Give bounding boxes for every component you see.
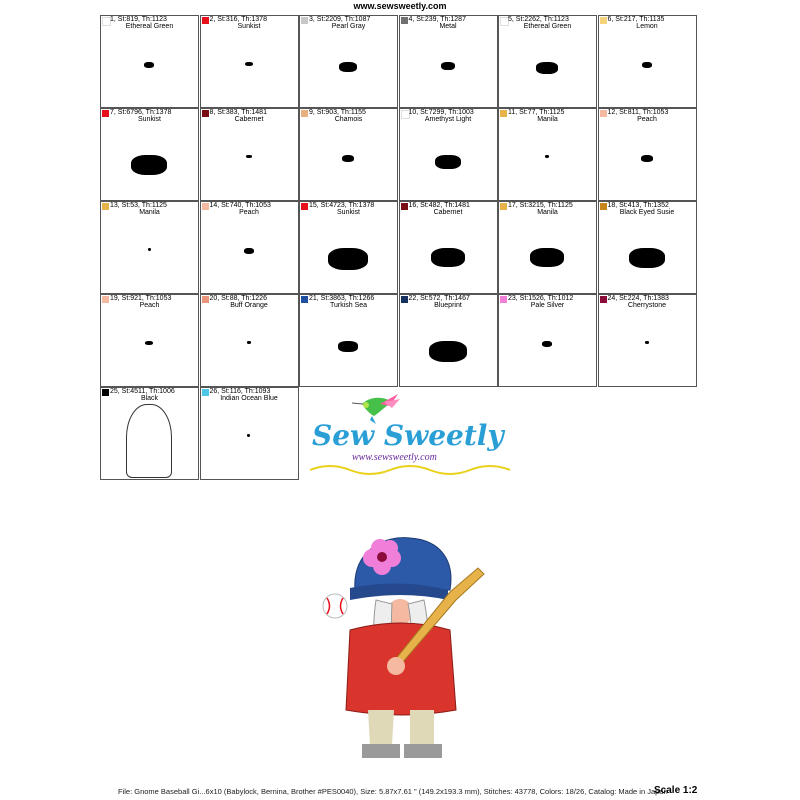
gnome-outline-thumbnail	[126, 404, 172, 478]
color-block-info: 6, St:217, Th:1135	[607, 16, 665, 23]
stitch-shape	[246, 155, 252, 158]
stitch-shape	[629, 248, 665, 268]
stitch-preview	[201, 125, 298, 200]
color-block-info: 13, St:53, Th:1125	[110, 202, 167, 209]
color-block-name: Manila	[139, 209, 160, 216]
stitch-preview	[400, 311, 497, 386]
color-block-cell	[100, 387, 199, 480]
color-block-cell	[200, 387, 299, 480]
stitch-preview	[201, 32, 298, 107]
stitch-shape	[431, 248, 465, 267]
color-block-info: 22, St:572, Th:1467	[408, 295, 470, 302]
color-block-cell	[498, 108, 597, 201]
stitch-preview	[101, 404, 198, 479]
color-block-cell	[100, 15, 199, 108]
stitch-shape	[342, 155, 354, 162]
stitch-shape	[339, 62, 357, 72]
scale-label: Scale 1:2	[654, 785, 698, 796]
baseball-icon	[323, 594, 347, 618]
color-block-cell	[299, 108, 398, 201]
gnome-baseball-design	[310, 520, 500, 770]
stitch-preview	[599, 311, 696, 386]
stitch-preview	[499, 32, 596, 107]
stitch-shape	[435, 155, 461, 169]
stitch-shape	[441, 62, 455, 70]
color-block-cell	[200, 294, 299, 387]
color-block-cell	[598, 201, 697, 294]
stitch-shape	[645, 341, 649, 344]
stitch-preview	[400, 32, 497, 107]
color-block-cell	[200, 15, 299, 108]
stitch-shape	[144, 62, 154, 68]
color-block-info: 5, St:2262, Th:1123	[508, 16, 569, 23]
color-block-cell	[200, 108, 299, 201]
color-block-info: 23, St:1526, Th:1012	[508, 295, 574, 302]
stitch-shape	[244, 248, 254, 254]
stitch-preview	[101, 125, 198, 200]
color-block-name: Turkish Sea	[329, 302, 368, 309]
color-block-name: Pale Silver	[530, 302, 565, 309]
color-block-name: Black Eyed Susie	[619, 209, 675, 216]
color-block-cell	[100, 108, 199, 201]
color-block-name: Peach	[637, 116, 657, 123]
color-block-name: Sunkist	[337, 209, 360, 216]
stitch-shape	[545, 155, 549, 158]
color-block-cell	[498, 294, 597, 387]
color-block-info: 21, St:3863, Th:1266	[309, 295, 375, 302]
color-block-info: 12, St:811, Th:1053	[607, 109, 669, 116]
color-block-cell	[598, 15, 697, 108]
color-block-info: 9, St:903, Th:1155	[309, 109, 366, 116]
color-block-name: Ethereal Green	[523, 23, 572, 30]
color-block-name: Indian Ocean Blue	[220, 395, 278, 402]
stitch-preview	[201, 218, 298, 293]
stitch-preview	[300, 32, 397, 107]
color-block-name: Peach	[139, 302, 160, 309]
stitch-shape	[131, 155, 167, 175]
color-block-info: 14, St:740, Th:1053	[209, 202, 271, 209]
color-block-name: Manila	[537, 209, 558, 216]
stitch-shape	[642, 62, 652, 68]
color-block-info: 11, St:77, Th:1125	[508, 109, 565, 116]
color-block-cell	[399, 294, 498, 387]
color-block-cell	[100, 201, 199, 294]
stitch-preview	[101, 218, 198, 293]
stitch-preview	[101, 32, 198, 107]
color-block-name: Pearl Gray	[331, 23, 366, 30]
color-block-name: Cherrystone	[627, 302, 667, 309]
color-block-info: 25, St:4511, Th:1006	[110, 388, 175, 395]
stitch-preview	[400, 125, 497, 200]
color-block-name: Amethyst Light	[424, 116, 472, 123]
color-block-info: 2, St:316, Th:1378	[209, 16, 267, 23]
stitch-shape	[245, 62, 253, 66]
color-block-info: 17, St:3215, Th:1125	[508, 202, 573, 209]
color-block-info: 16, St:482, Th:1481	[408, 202, 470, 209]
stitch-preview	[499, 218, 596, 293]
color-block-info: 8, St:383, Th:1481	[209, 109, 267, 116]
color-block-name: Ethereal Green	[125, 23, 174, 30]
color-block-cell	[299, 201, 398, 294]
sew-sweetly-logo	[300, 390, 530, 480]
stitch-shape	[247, 341, 251, 344]
color-block-name: Sunkist	[138, 116, 161, 123]
color-block-cell	[399, 201, 498, 294]
color-block-info: 15, St:4723, Th:1378	[309, 202, 375, 209]
color-block-cell	[598, 108, 697, 201]
color-block-cell	[598, 294, 697, 387]
color-block-name: Black	[140, 395, 159, 402]
color-block-info: 10, St:7299, Th:1003	[408, 109, 474, 116]
color-block-info: 4, St:239, Th:1287	[408, 16, 466, 23]
color-block-name: Manila	[537, 116, 558, 123]
color-block-info: 1, St:819, Th:1123	[110, 16, 167, 23]
stitch-preview	[499, 311, 596, 386]
stitch-shape	[429, 341, 467, 362]
color-block-name: Blueprint	[434, 302, 462, 309]
stitch-shape	[328, 248, 368, 270]
color-block-info: 3, St:2209, Th:1087	[309, 16, 371, 23]
color-block-cell	[498, 201, 597, 294]
color-block-name: Sunkist	[237, 23, 261, 30]
color-block-cell	[399, 15, 498, 108]
color-block-cell	[498, 15, 597, 108]
stitch-preview	[300, 311, 397, 386]
color-block-info: 24, St:224, Th:1383	[607, 295, 669, 302]
stitch-preview	[300, 218, 397, 293]
color-block-name: Metal	[439, 23, 457, 30]
color-block-name: Cabernet	[433, 209, 463, 216]
file-info: File: Gnome Baseball Gi...6x10 (Babylock, Bernina, Brother #PES0040), Size: 5.87x7.61 " (149.2x193.3 mm), Stitches: 43778, Colors: 18/26, Catalog: Made in Japan	[118, 787, 668, 796]
logo-brand-text: Sew Sweetly	[312, 419, 504, 452]
stitch-shape	[530, 248, 564, 267]
color-block-cell	[200, 201, 299, 294]
color-block-cell	[399, 108, 498, 201]
stitch-shape	[338, 341, 358, 352]
stitch-preview	[499, 125, 596, 200]
color-block-info: 19, St:921, Th:1053	[110, 295, 172, 302]
stitch-preview	[201, 311, 298, 386]
color-block-name: Lemon	[636, 23, 658, 30]
stitch-preview	[599, 218, 696, 293]
stitch-shape	[542, 341, 552, 347]
stitch-preview	[400, 218, 497, 293]
color-block-name: Cabernet	[234, 116, 264, 123]
stitch-shape	[536, 62, 558, 74]
color-block-cell	[299, 15, 398, 108]
color-block-name: Buff Orange	[230, 302, 268, 309]
stitch-preview	[101, 311, 198, 386]
color-block-info: 7, St:6796, Th:1378	[110, 109, 172, 116]
stitch-preview	[599, 32, 696, 107]
stitch-shape	[148, 248, 151, 251]
color-block-info: 18, St:413, Th:1352	[607, 202, 669, 209]
color-block-name: Chamois	[334, 116, 363, 123]
color-block-info: 20, St:88, Th:1226	[209, 295, 267, 302]
stitch-shape	[145, 341, 153, 345]
color-block-cell	[100, 294, 199, 387]
stitch-preview	[201, 404, 298, 479]
logo-url-text: www.sewsweetly.com	[352, 452, 437, 463]
stitch-preview	[300, 125, 397, 200]
color-block-name: Peach	[239, 209, 259, 216]
color-block-info: 26, St:116, Th:1093	[209, 388, 271, 395]
stitch-preview	[599, 125, 696, 200]
stitch-shape	[641, 155, 653, 162]
color-block-cell	[299, 294, 398, 387]
site-url[interactable]: www.sewsweetly.com	[353, 1, 447, 11]
stitch-shape	[247, 434, 250, 437]
